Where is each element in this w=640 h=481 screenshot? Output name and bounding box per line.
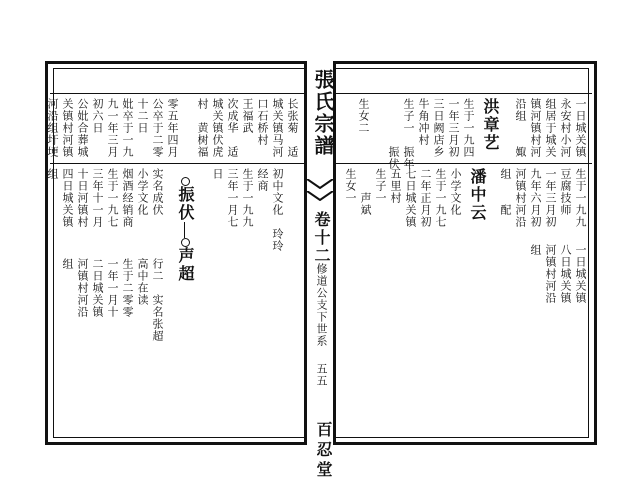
fishtail-bottom-icon <box>307 191 333 201</box>
text-column: 组 配 <box>499 168 512 216</box>
book-title: 張氏宗譜 <box>311 69 335 157</box>
text-column: 河镇村河沿 <box>514 168 527 228</box>
text-column: 二年正月初 <box>419 168 432 228</box>
text-column: 河镇村河沿 <box>544 244 557 304</box>
text-column: 王福武 <box>241 98 254 134</box>
left-mid-rule <box>50 163 304 164</box>
left-top-rule <box>50 93 304 94</box>
text-column: 日 <box>211 168 224 180</box>
text-column: 生于一九九 <box>241 168 254 228</box>
text-column: 镇河镇村河 <box>529 98 542 158</box>
text-column: 生于一九七 <box>106 168 119 228</box>
text-column: 牛角冲村 <box>417 98 430 146</box>
text-column: 初六日 <box>91 98 104 134</box>
text-column: 生于二零零 <box>121 258 134 318</box>
text-column: 七日城关镇 <box>404 168 417 228</box>
text-column: 经商 <box>256 168 269 192</box>
text-column: 实名成伏 <box>151 168 164 216</box>
text-column: 组 <box>46 168 59 180</box>
book-spine <box>304 61 336 481</box>
text-column: 九一年三月 <box>106 98 119 158</box>
text-column: 一日城关镇 <box>574 244 587 304</box>
text-column: 组居于城关 <box>544 98 557 158</box>
text-column: 生女一 <box>344 168 357 204</box>
text-column: 生女二 <box>357 98 370 134</box>
text-column: 行二 实名张超 <box>151 258 164 342</box>
text-column: 组 <box>529 244 542 256</box>
text-column: 生于一九七 <box>434 168 447 228</box>
text-column: 组 <box>61 258 74 270</box>
text-column: 河镇村河沿 <box>76 258 89 318</box>
text-column: 三年一月七 <box>226 168 239 228</box>
person-name-pan-zhongyun: 潘中云 <box>468 168 487 222</box>
text-column: 八日城关镇 <box>559 244 572 304</box>
person-name-zhenfu: 振伏 <box>176 186 195 222</box>
text-column: 关镇村河镇 <box>61 98 74 158</box>
text-column: 城关镇马河 <box>271 98 284 158</box>
text-column: 一日城关镇 <box>574 98 587 158</box>
text-column: 长张菊 适 <box>286 98 299 158</box>
text-column: 豆腐技师 <box>559 168 572 216</box>
text-column: 城关镇伏虎 <box>211 98 224 158</box>
text-column: 三日阙店乡 <box>432 98 445 158</box>
text-column: 声斌 <box>359 168 372 216</box>
text-column: 公妣合葬城 <box>76 98 89 158</box>
text-column: 永安村小河 <box>559 98 572 158</box>
text-column: 四日城关镇 <box>61 168 74 228</box>
text-column: 烟酒经销商 <box>121 168 134 228</box>
text-column: 十日河镇村 <box>76 168 89 228</box>
text-column: 三年十一月 <box>91 168 104 228</box>
right-mid-rule <box>336 163 592 164</box>
text-column: 生子一 振年 <box>402 98 415 170</box>
page-number: 五五 <box>315 363 328 387</box>
text-column: 生于一九九 <box>574 168 587 228</box>
lineage-circle-icon <box>181 177 190 186</box>
text-column: 振伏 <box>387 98 400 170</box>
lineage-link-line <box>184 222 185 238</box>
text-column: 零五年四月 <box>166 98 179 158</box>
text-column: 一年三月初 <box>447 98 460 158</box>
text-column: 河沿组圩埂 <box>46 98 59 158</box>
text-column: 十二日 <box>136 98 149 134</box>
text-column: 一年三月初 <box>544 168 557 228</box>
text-column: 沿组 娵 <box>514 98 527 158</box>
person-name-hong-zhangyi: 洪章艺 <box>481 98 500 152</box>
text-column: 小学文化 <box>136 168 149 216</box>
text-column: 妣卒于一九 <box>121 98 134 158</box>
lineage-circle-icon <box>181 238 190 247</box>
text-column: 初中文化 玲玲 <box>271 168 284 252</box>
fishtail-top-icon <box>307 179 333 189</box>
person-name-shengchao: 声超 <box>176 247 195 283</box>
right-top-rule <box>336 93 592 94</box>
text-column: 公卒于二零 <box>151 98 164 158</box>
text-column: 五里村 <box>389 168 402 204</box>
text-column: 次成华 适 <box>226 98 239 158</box>
text-column: 村 黄树福 <box>196 98 209 158</box>
text-column: 一年一月十 <box>106 258 119 318</box>
text-column: 九年六月初 <box>529 168 542 228</box>
volume-label: 卷十二 <box>312 211 331 265</box>
chapter-label: 修道公支下世系 <box>315 263 328 347</box>
text-column: 小学文化 <box>449 168 462 216</box>
hall-name: 百忍堂 <box>314 421 333 481</box>
text-column: 口石桥村 <box>256 98 269 146</box>
text-column: 生子一 <box>374 168 387 204</box>
text-column: 高中在读 <box>136 258 149 306</box>
text-column: 生于一九四 <box>462 98 475 158</box>
text-column: 二日城关镇 <box>91 258 104 318</box>
